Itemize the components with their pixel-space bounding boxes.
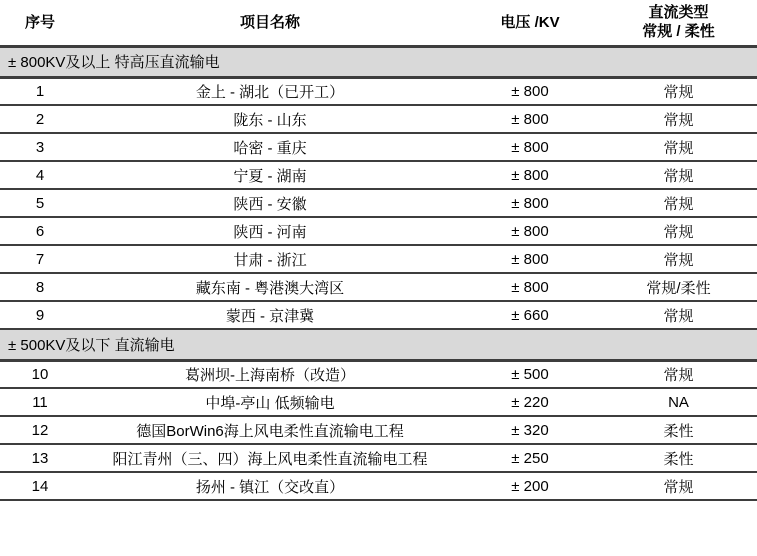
table-row — [0, 105, 757, 133]
project-name-cell: 陕西 - 河南 — [80, 217, 460, 245]
voltage-cell: ± 250 — [460, 444, 600, 472]
dc-type-cell: 常规 — [600, 189, 757, 217]
project-name-cell: 陕西 - 安徽 — [80, 189, 460, 217]
dc-type-cell: 常规 — [600, 245, 757, 273]
voltage-cell: ± 800 — [460, 189, 600, 217]
row-number-cell: 1 — [0, 77, 80, 105]
table-row — [0, 472, 757, 500]
dc-type-cell: 常规 — [600, 77, 757, 105]
voltage-cell: ± 800 — [460, 77, 600, 105]
dc-type-cell: 柔性 — [600, 444, 757, 472]
voltage-cell: ± 220 — [460, 388, 600, 416]
dc-type-cell: 柔性 — [600, 416, 757, 444]
project-name-cell: 甘肃 - 浙江 — [80, 245, 460, 273]
row-number-cell: 8 — [0, 273, 80, 301]
voltage-cell: ± 500 — [460, 360, 600, 388]
row-number-cell: 6 — [0, 217, 80, 245]
col-header-project-name: 项目名称 — [80, 0, 460, 46]
table-row — [0, 444, 757, 472]
table-header-row — [0, 0, 757, 46]
col-header-voltage: 电压 /KV — [460, 0, 600, 46]
table-row — [0, 416, 757, 444]
table-row — [0, 388, 757, 416]
table-row — [0, 217, 757, 245]
project-name-cell: 蒙西 - 京津冀 — [80, 301, 460, 329]
row-number-cell: 4 — [0, 161, 80, 189]
col-header-dc-type — [600, 0, 757, 46]
dc-type-cell: 常规 — [600, 133, 757, 161]
project-name-cell: 宁夏 - 湖南 — [80, 161, 460, 189]
voltage-cell: ± 800 — [460, 161, 600, 189]
dc-type-cell: 常规/柔性 — [600, 273, 757, 301]
voltage-cell: ± 320 — [460, 416, 600, 444]
row-number-cell: 2 — [0, 105, 80, 133]
project-name-cell: 哈密 - 重庆 — [80, 133, 460, 161]
voltage-cell: ± 800 — [460, 273, 600, 301]
project-name-cell: 德国BorWin6海上风电柔性直流输电工程 — [80, 416, 460, 444]
project-name-cell: 葛洲坝-上海南桥（改造） — [80, 360, 460, 388]
table-row — [0, 273, 757, 301]
row-number-cell: 12 — [0, 416, 80, 444]
row-number-cell: 14 — [0, 472, 80, 500]
table-row — [0, 77, 757, 105]
voltage-cell: ± 800 — [460, 217, 600, 245]
table-row — [0, 161, 757, 189]
voltage-cell: ± 800 — [460, 105, 600, 133]
row-number-cell: 7 — [0, 245, 80, 273]
dc-type-cell: 常规 — [600, 217, 757, 245]
section-title: ± 500KV及以下 直流输电 — [0, 329, 757, 360]
section-header-row-lv — [0, 329, 757, 360]
voltage-cell: ± 660 — [460, 301, 600, 329]
voltage-cell: ± 800 — [460, 245, 600, 273]
project-name-cell: 陇东 - 山东 — [80, 105, 460, 133]
row-number-cell: 3 — [0, 133, 80, 161]
row-number-cell: 13 — [0, 444, 80, 472]
dc-type-cell: 常规 — [600, 472, 757, 500]
voltage-cell: ± 200 — [460, 472, 600, 500]
project-name-cell: 阳江青州（三、四）海上风电柔性直流输电工程 — [80, 444, 460, 472]
table-row — [0, 133, 757, 161]
project-name-cell: 扬州 - 镇江（交改直） — [80, 472, 460, 500]
col-header-index: 序号 — [0, 0, 80, 46]
table-row — [0, 301, 757, 329]
table-row — [0, 360, 757, 388]
project-name-cell: 中埠-亭山 低频输电 — [80, 388, 460, 416]
row-number-cell: 11 — [0, 388, 80, 416]
table-row — [0, 189, 757, 217]
voltage-cell: ± 800 — [460, 133, 600, 161]
section-title: ± 800KV及以上 特高压直流输电 — [0, 46, 757, 77]
project-name-cell: 金上 - 湖北（已开工） — [80, 77, 460, 105]
col-header-dc-type-line2: 常规 / 柔性 — [642, 23, 715, 41]
row-number-cell: 10 — [0, 360, 80, 388]
section-header-row-uhv — [0, 46, 757, 77]
row-number-cell: 5 — [0, 189, 80, 217]
dc-type-cell: 常规 — [600, 360, 757, 388]
dc-type-cell: 常规 — [600, 301, 757, 329]
row-number-cell: 9 — [0, 301, 80, 329]
dc-type-cell: NA — [600, 388, 757, 416]
col-header-dc-type-line1: 直流类型 — [648, 3, 709, 21]
dc-type-cell: 常规 — [600, 105, 757, 133]
table-row — [0, 245, 757, 273]
project-name-cell: 藏东南 - 粤港澳大湾区 — [80, 273, 460, 301]
dc-type-cell: 常规 — [600, 161, 757, 189]
